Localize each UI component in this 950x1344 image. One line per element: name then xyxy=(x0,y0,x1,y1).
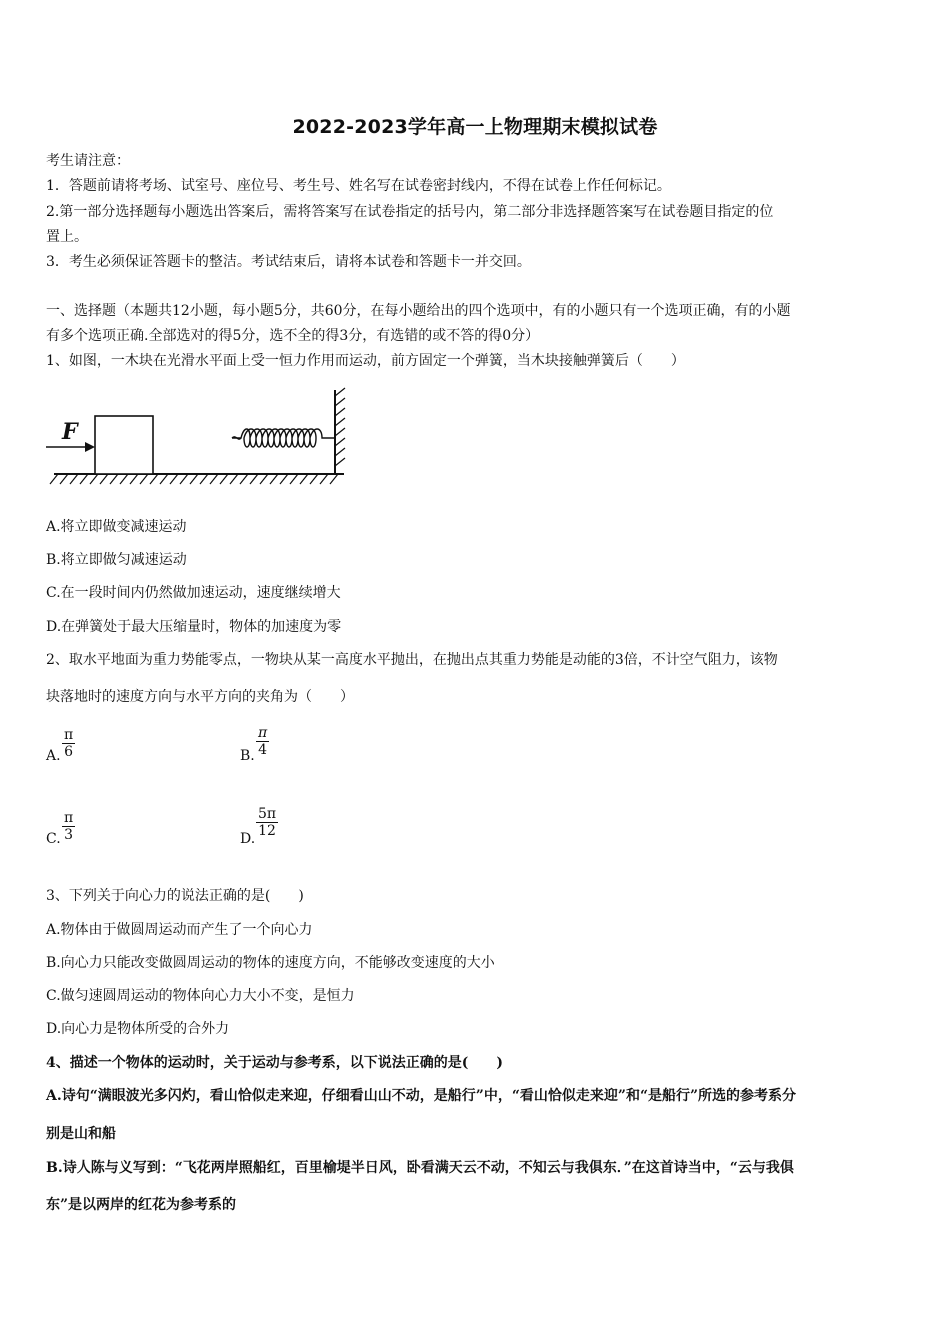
q4-option-a-line2: 别是山和船 xyxy=(46,1126,116,1142)
q1-option-b: B.将立即做匀减速运动 xyxy=(46,552,187,568)
q2-option-d-fraction xyxy=(256,806,278,839)
q2-option-a-numerator: π xyxy=(64,727,74,743)
page-title: 2022-2023学年高一上物理期末模拟试卷 xyxy=(292,116,658,138)
q1-stem: 1、如图，一木块在光滑水平面上受一恒力作用而运动，前方固定一个弹簧，当木块接触弹簧后（ ） xyxy=(46,353,685,369)
section-heading-line1: 一、选择题（本题共12小题，每小题5分，共60分，在每小题给出的四个选项中，有的小题只有一个选项正确，有的小题 xyxy=(46,303,791,319)
q2-option-a-label: A. xyxy=(46,748,61,764)
section-heading-line2: 有多个选项正确.全部选对的得5分，选不全的得3分，有选错的或不答的得0分） xyxy=(46,328,540,344)
q4-option-b-line2: 东”是以两岸的红花为参考系的 xyxy=(46,1197,237,1213)
q2-option-b-denominator: 4 xyxy=(256,741,269,758)
q2-option-c-label: C. xyxy=(46,831,61,847)
spring xyxy=(232,429,335,447)
ground-hatching xyxy=(50,474,338,484)
wall-hatching xyxy=(335,388,345,466)
q2-option-c-numerator: π xyxy=(64,810,74,826)
q3-option-a: A.物体由于做圆周运动而产生了一个向心力 xyxy=(46,922,313,938)
q3-option-c: C.做匀速圆周运动的物体向心力大小不变，是恒力 xyxy=(46,988,355,1004)
q3-option-d: D.向心力是物体所受的合外力 xyxy=(46,1021,230,1037)
q2-option-d-denominator: 12 xyxy=(256,822,278,839)
q2-option-b-numerator: π xyxy=(258,725,268,741)
q2-option-c-fraction xyxy=(62,810,75,843)
q3-stem: 3、下列关于向心力的说法正确的是( ) xyxy=(46,888,304,904)
q1-option-d: D.在弹簧处于最大压缩量时，物体的加速度为零 xyxy=(46,619,342,635)
force-arrow-head xyxy=(85,442,95,452)
q2-option-b-fraction xyxy=(256,725,269,758)
q2-stem-line2: 块落地时的速度方向与水平方向的夹角为（ ） xyxy=(46,689,354,705)
notice-item-2-cont: 置上。 xyxy=(46,229,88,245)
notice-item-1: 1．答题前请将考场、试室号、座位号、考生号、姓名写在试卷密封线内，不得在试卷上作任何标记。 xyxy=(46,178,671,194)
q2-option-b-label: B. xyxy=(240,748,255,764)
q2-stem-line1: 2、取水平地面为重力势能零点，一物块从某一高度水平抛出，在抛出点其重力势能是动能的3倍，不计空气阻力，该物 xyxy=(46,652,778,668)
q2-option-d-numerator: 5π xyxy=(258,806,277,822)
wooden-block xyxy=(95,416,153,474)
q2-option-a-denominator: 6 xyxy=(62,743,75,760)
q4-stem: 4、描述一个物体的运动时，关于运动与参考系，以下说法正确的是( ) xyxy=(46,1055,503,1071)
notice-item-2: 2.第一部分选择题每小题选出答案后，需将答案写在试卷指定的括号内，第二部分非选择题答案写在试卷题目指定的位 xyxy=(46,204,774,220)
force-label: F xyxy=(62,419,78,445)
q1-option-a: A.将立即做变减速运动 xyxy=(46,519,187,535)
q1-option-c: C.在一段时间内仍然做加速运动，速度继续增大 xyxy=(46,585,341,601)
q2-option-a-fraction xyxy=(62,727,75,760)
notice-item-3: 3．考生必须保证答题卡的整洁。考试结束后，请将本试卷和答题卡一并交回。 xyxy=(46,254,531,270)
q3-option-b: B.向心力只能改变做圆周运动的物体的速度方向，不能够改变速度的大小 xyxy=(46,955,495,971)
q4-option-b-line1: B.诗人陈与义写到：“飞花两岸照船红，百里榆堤半日风，卧看满天云不动，不知云与我俱东．”在这首诗当中，“云与我俱 xyxy=(46,1160,794,1176)
q4-option-a-line1: A.诗句“满眼波光多闪灼，看山恰似走来迎，仔细看山山不动，是船行”中，“看山恰似走来迎”和“是船行”所选的参考系分 xyxy=(46,1088,797,1104)
q2-option-d-label: D. xyxy=(240,831,256,847)
block-spring-figure xyxy=(44,386,354,491)
q2-option-c-denominator: 3 xyxy=(62,826,75,843)
notice-heading: 考生请注意： xyxy=(46,153,130,169)
